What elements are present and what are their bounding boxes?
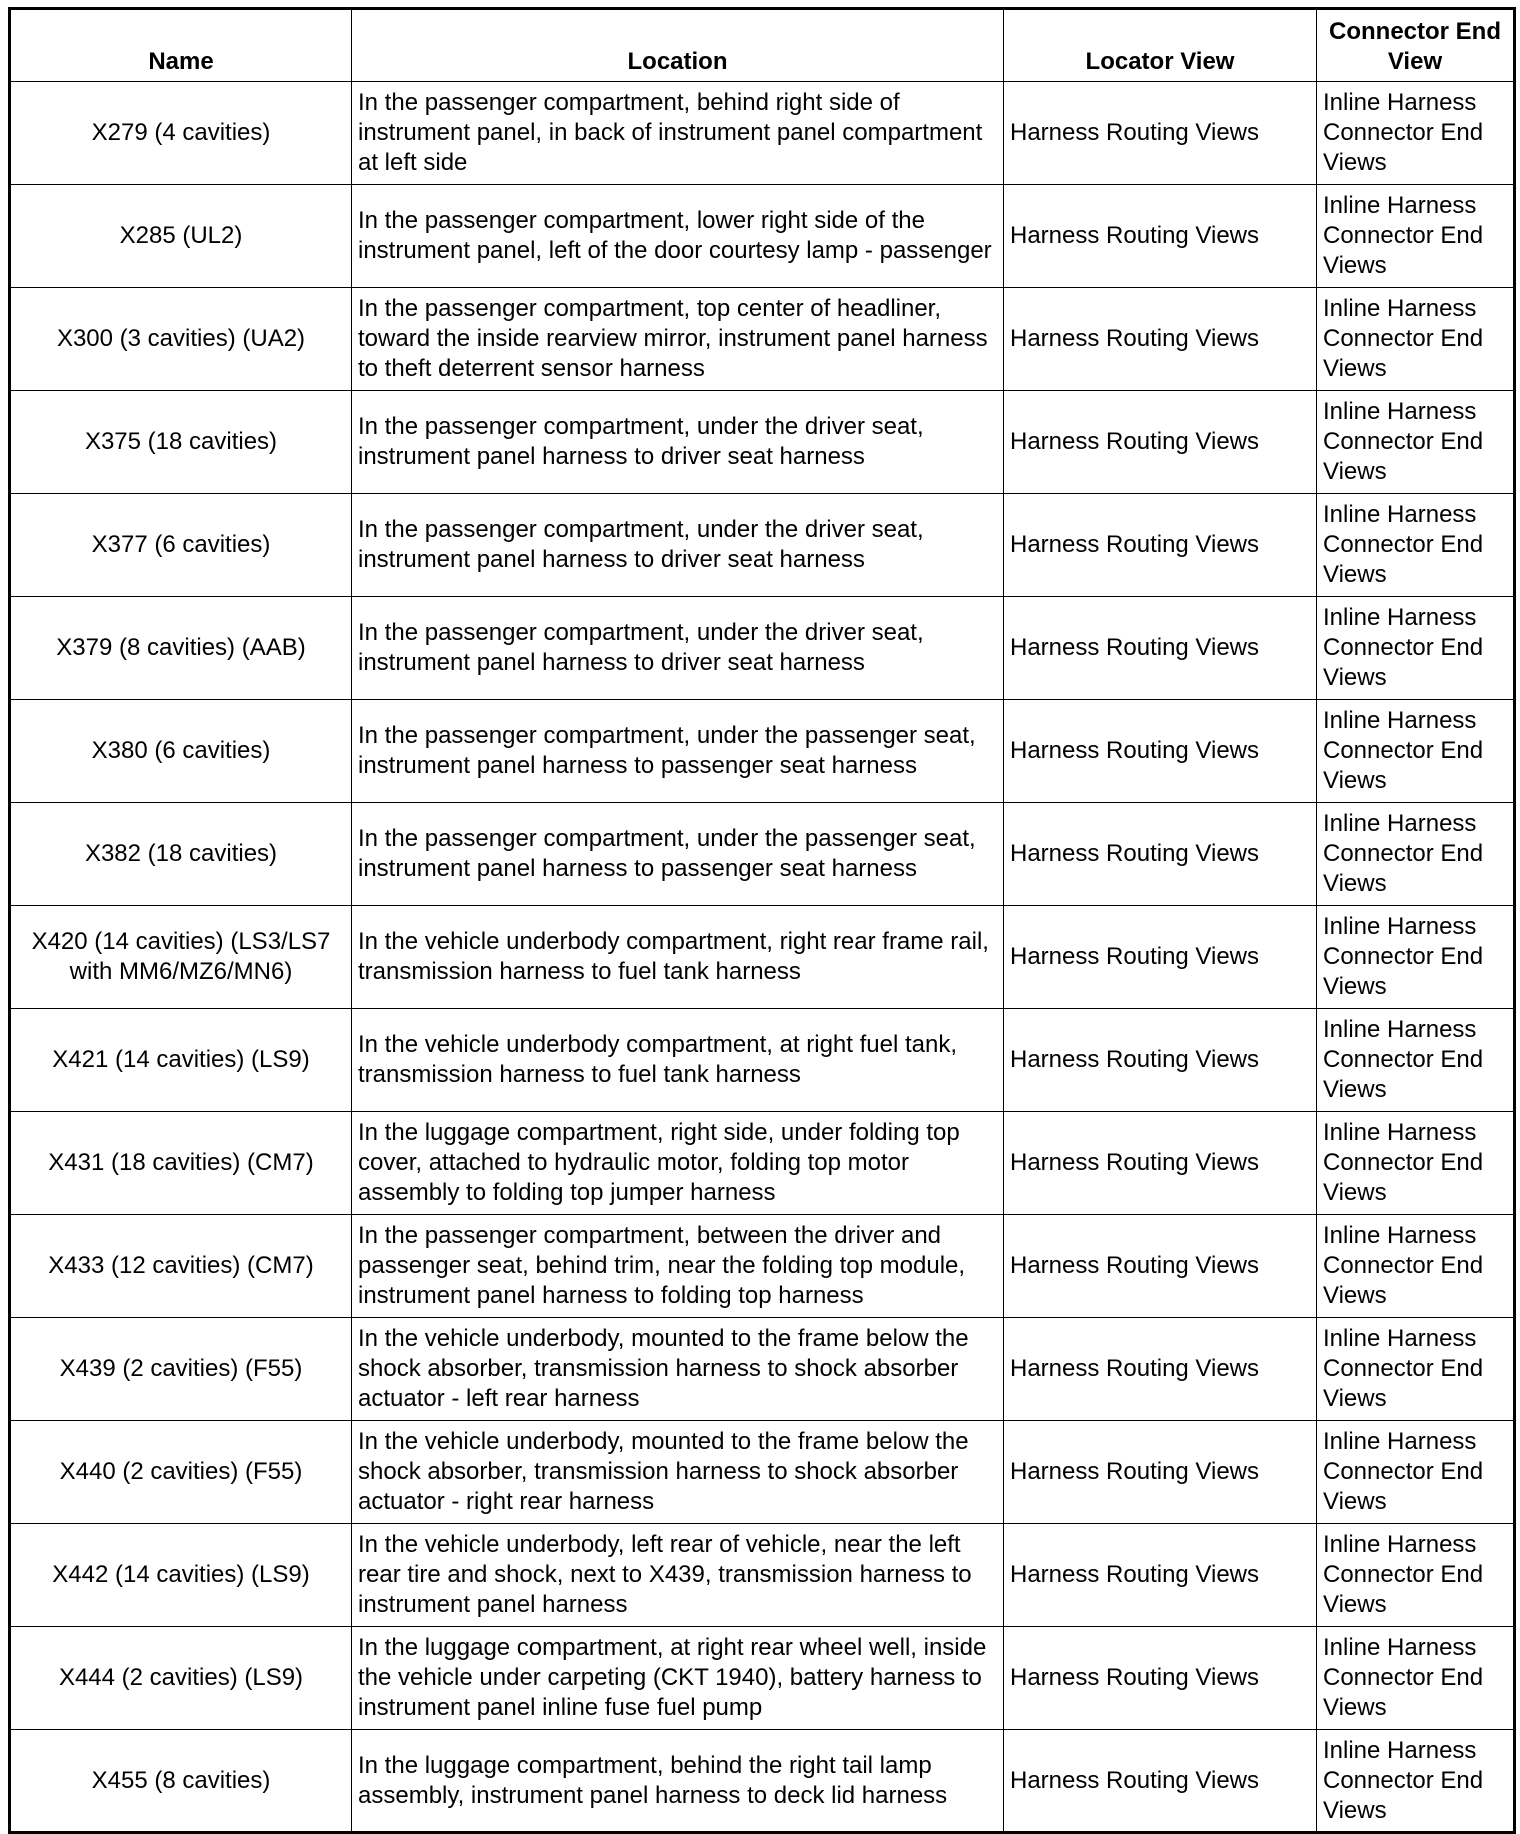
cell-locator-view: Harness Routing Views (1004, 391, 1317, 494)
cell-connector-end-view: Inline Harness Connector End Views (1317, 288, 1515, 391)
cell-name: X279 (4 cavities) (10, 82, 352, 185)
cell-connector-end-view: Inline Harness Connector End Views (1317, 185, 1515, 288)
cell-connector-end-view: Inline Harness Connector End Views (1317, 1421, 1515, 1524)
cell-location: In the vehicle underbody, left rear of vehicle, near the left rear tire and shock, next to X439, transmission harness to instrument panel harness (352, 1524, 1004, 1627)
cell-name: X420 (14 cavities) (LS3/LS7 with MM6/MZ6/MN6) (10, 906, 352, 1009)
cell-name: X375 (18 cavities) (10, 391, 352, 494)
table-row (10, 1627, 1515, 1730)
table-header-row (10, 9, 1515, 82)
cell-locator-view: Harness Routing Views (1004, 288, 1317, 391)
cell-connector-end-view: Inline Harness Connector End Views (1317, 1112, 1515, 1215)
table-row (10, 1524, 1515, 1627)
cell-locator-view: Harness Routing Views (1004, 1215, 1317, 1318)
table-row (10, 1421, 1515, 1524)
cell-name: X300 (3 cavities) (UA2) (10, 288, 352, 391)
cell-locator-view: Harness Routing Views (1004, 700, 1317, 803)
cell-location: In the passenger compartment, under the passenger seat, instrument panel harness to passenger seat harness (352, 700, 1004, 803)
header-locator-view: Locator View (1004, 9, 1317, 82)
cell-connector-end-view: Inline Harness Connector End Views (1317, 803, 1515, 906)
table-row (10, 288, 1515, 391)
cell-name: X442 (14 cavities) (LS9) (10, 1524, 352, 1627)
cell-name: X444 (2 cavities) (LS9) (10, 1627, 352, 1730)
table-row (10, 391, 1515, 494)
table-row (10, 1730, 1515, 1833)
cell-location: In the passenger compartment, behind right side of instrument panel, in back of instrument panel compartment at left side (352, 82, 1004, 185)
cell-location: In the luggage compartment, behind the right tail lamp assembly, instrument panel harness to deck lid harness (352, 1730, 1004, 1833)
cell-name: X440 (2 cavities) (F55) (10, 1421, 352, 1524)
cell-locator-view: Harness Routing Views (1004, 494, 1317, 597)
cell-locator-view: Harness Routing Views (1004, 1627, 1317, 1730)
cell-location: In the passenger compartment, under the driver seat, instrument panel harness to driver seat harness (352, 494, 1004, 597)
cell-location: In the passenger compartment, under the driver seat, instrument panel harness to driver seat harness (352, 391, 1004, 494)
cell-name: X455 (8 cavities) (10, 1730, 352, 1833)
cell-locator-view: Harness Routing Views (1004, 1730, 1317, 1833)
cell-connector-end-view: Inline Harness Connector End Views (1317, 1627, 1515, 1730)
cell-name: X421 (14 cavities) (LS9) (10, 1009, 352, 1112)
cell-connector-end-view: Inline Harness Connector End Views (1317, 1215, 1515, 1318)
header-name: Name (10, 9, 352, 82)
table-row (10, 82, 1515, 185)
cell-name: X377 (6 cavities) (10, 494, 352, 597)
cell-connector-end-view: Inline Harness Connector End Views (1317, 1009, 1515, 1112)
cell-name: X382 (18 cavities) (10, 803, 352, 906)
table-row (10, 1112, 1515, 1215)
cell-locator-view: Harness Routing Views (1004, 1009, 1317, 1112)
cell-connector-end-view: Inline Harness Connector End Views (1317, 597, 1515, 700)
cell-location: In the passenger compartment, under the driver seat, instrument panel harness to driver seat harness (352, 597, 1004, 700)
cell-connector-end-view: Inline Harness Connector End Views (1317, 494, 1515, 597)
cell-locator-view: Harness Routing Views (1004, 1318, 1317, 1421)
cell-connector-end-view: Inline Harness Connector End Views (1317, 391, 1515, 494)
cell-location: In the vehicle underbody compartment, at right fuel tank, transmission harness to fuel tank harness (352, 1009, 1004, 1112)
table-body (10, 82, 1515, 1833)
table-row (10, 1215, 1515, 1318)
cell-location: In the vehicle underbody compartment, right rear frame rail, transmission harness to fuel tank harness (352, 906, 1004, 1009)
table-row (10, 494, 1515, 597)
cell-locator-view: Harness Routing Views (1004, 82, 1317, 185)
table-row (10, 185, 1515, 288)
header-connector-end-view: Connector End View (1317, 9, 1515, 82)
cell-connector-end-view: Inline Harness Connector End Views (1317, 1524, 1515, 1627)
cell-locator-view: Harness Routing Views (1004, 803, 1317, 906)
cell-name: X285 (UL2) (10, 185, 352, 288)
header-location: Location (352, 9, 1004, 82)
table-row (10, 700, 1515, 803)
cell-location: In the vehicle underbody, mounted to the frame below the shock absorber, transmission harness to shock absorber actuator - left rear harness (352, 1318, 1004, 1421)
cell-location: In the luggage compartment, at right rear wheel well, inside the vehicle under carpeting (CKT 1940), battery harness to instrument panel inline fuse fuel pump (352, 1627, 1004, 1730)
table-row (10, 906, 1515, 1009)
cell-locator-view: Harness Routing Views (1004, 906, 1317, 1009)
cell-connector-end-view: Inline Harness Connector End Views (1317, 906, 1515, 1009)
table-row (10, 803, 1515, 906)
cell-location: In the passenger compartment, under the passenger seat, instrument panel harness to passenger seat harness (352, 803, 1004, 906)
cell-locator-view: Harness Routing Views (1004, 1421, 1317, 1524)
cell-locator-view: Harness Routing Views (1004, 185, 1317, 288)
cell-location: In the passenger compartment, between the driver and passenger seat, behind trim, near the folding top module, instrument panel harness to folding top harness (352, 1215, 1004, 1318)
cell-location: In the vehicle underbody, mounted to the frame below the shock absorber, transmission harness to shock absorber actuator - right rear harness (352, 1421, 1004, 1524)
table-row (10, 1009, 1515, 1112)
cell-connector-end-view: Inline Harness Connector End Views (1317, 1318, 1515, 1421)
cell-location: In the luggage compartment, right side, under folding top cover, attached to hydraulic motor, folding top motor assembly to folding top jumper harness (352, 1112, 1004, 1215)
cell-connector-end-view: Inline Harness Connector End Views (1317, 82, 1515, 185)
connector-table (8, 7, 1516, 1834)
cell-locator-view: Harness Routing Views (1004, 597, 1317, 700)
cell-name: X431 (18 cavities) (CM7) (10, 1112, 352, 1215)
cell-name: X433 (12 cavities) (CM7) (10, 1215, 352, 1318)
cell-connector-end-view: Inline Harness Connector End Views (1317, 700, 1515, 803)
cell-location: In the passenger compartment, top center of headliner, toward the inside rearview mirror, instrument panel harness to theft deterrent sensor harness (352, 288, 1004, 391)
cell-locator-view: Harness Routing Views (1004, 1112, 1317, 1215)
cell-location: In the passenger compartment, lower right side of the instrument panel, left of the door courtesy lamp - passenger (352, 185, 1004, 288)
cell-connector-end-view: Inline Harness Connector End Views (1317, 1730, 1515, 1833)
cell-locator-view: Harness Routing Views (1004, 1524, 1317, 1627)
table-row (10, 1318, 1515, 1421)
cell-name: X379 (8 cavities) (AAB) (10, 597, 352, 700)
table-row (10, 597, 1515, 700)
cell-name: X439 (2 cavities) (F55) (10, 1318, 352, 1421)
cell-name: X380 (6 cavities) (10, 700, 352, 803)
